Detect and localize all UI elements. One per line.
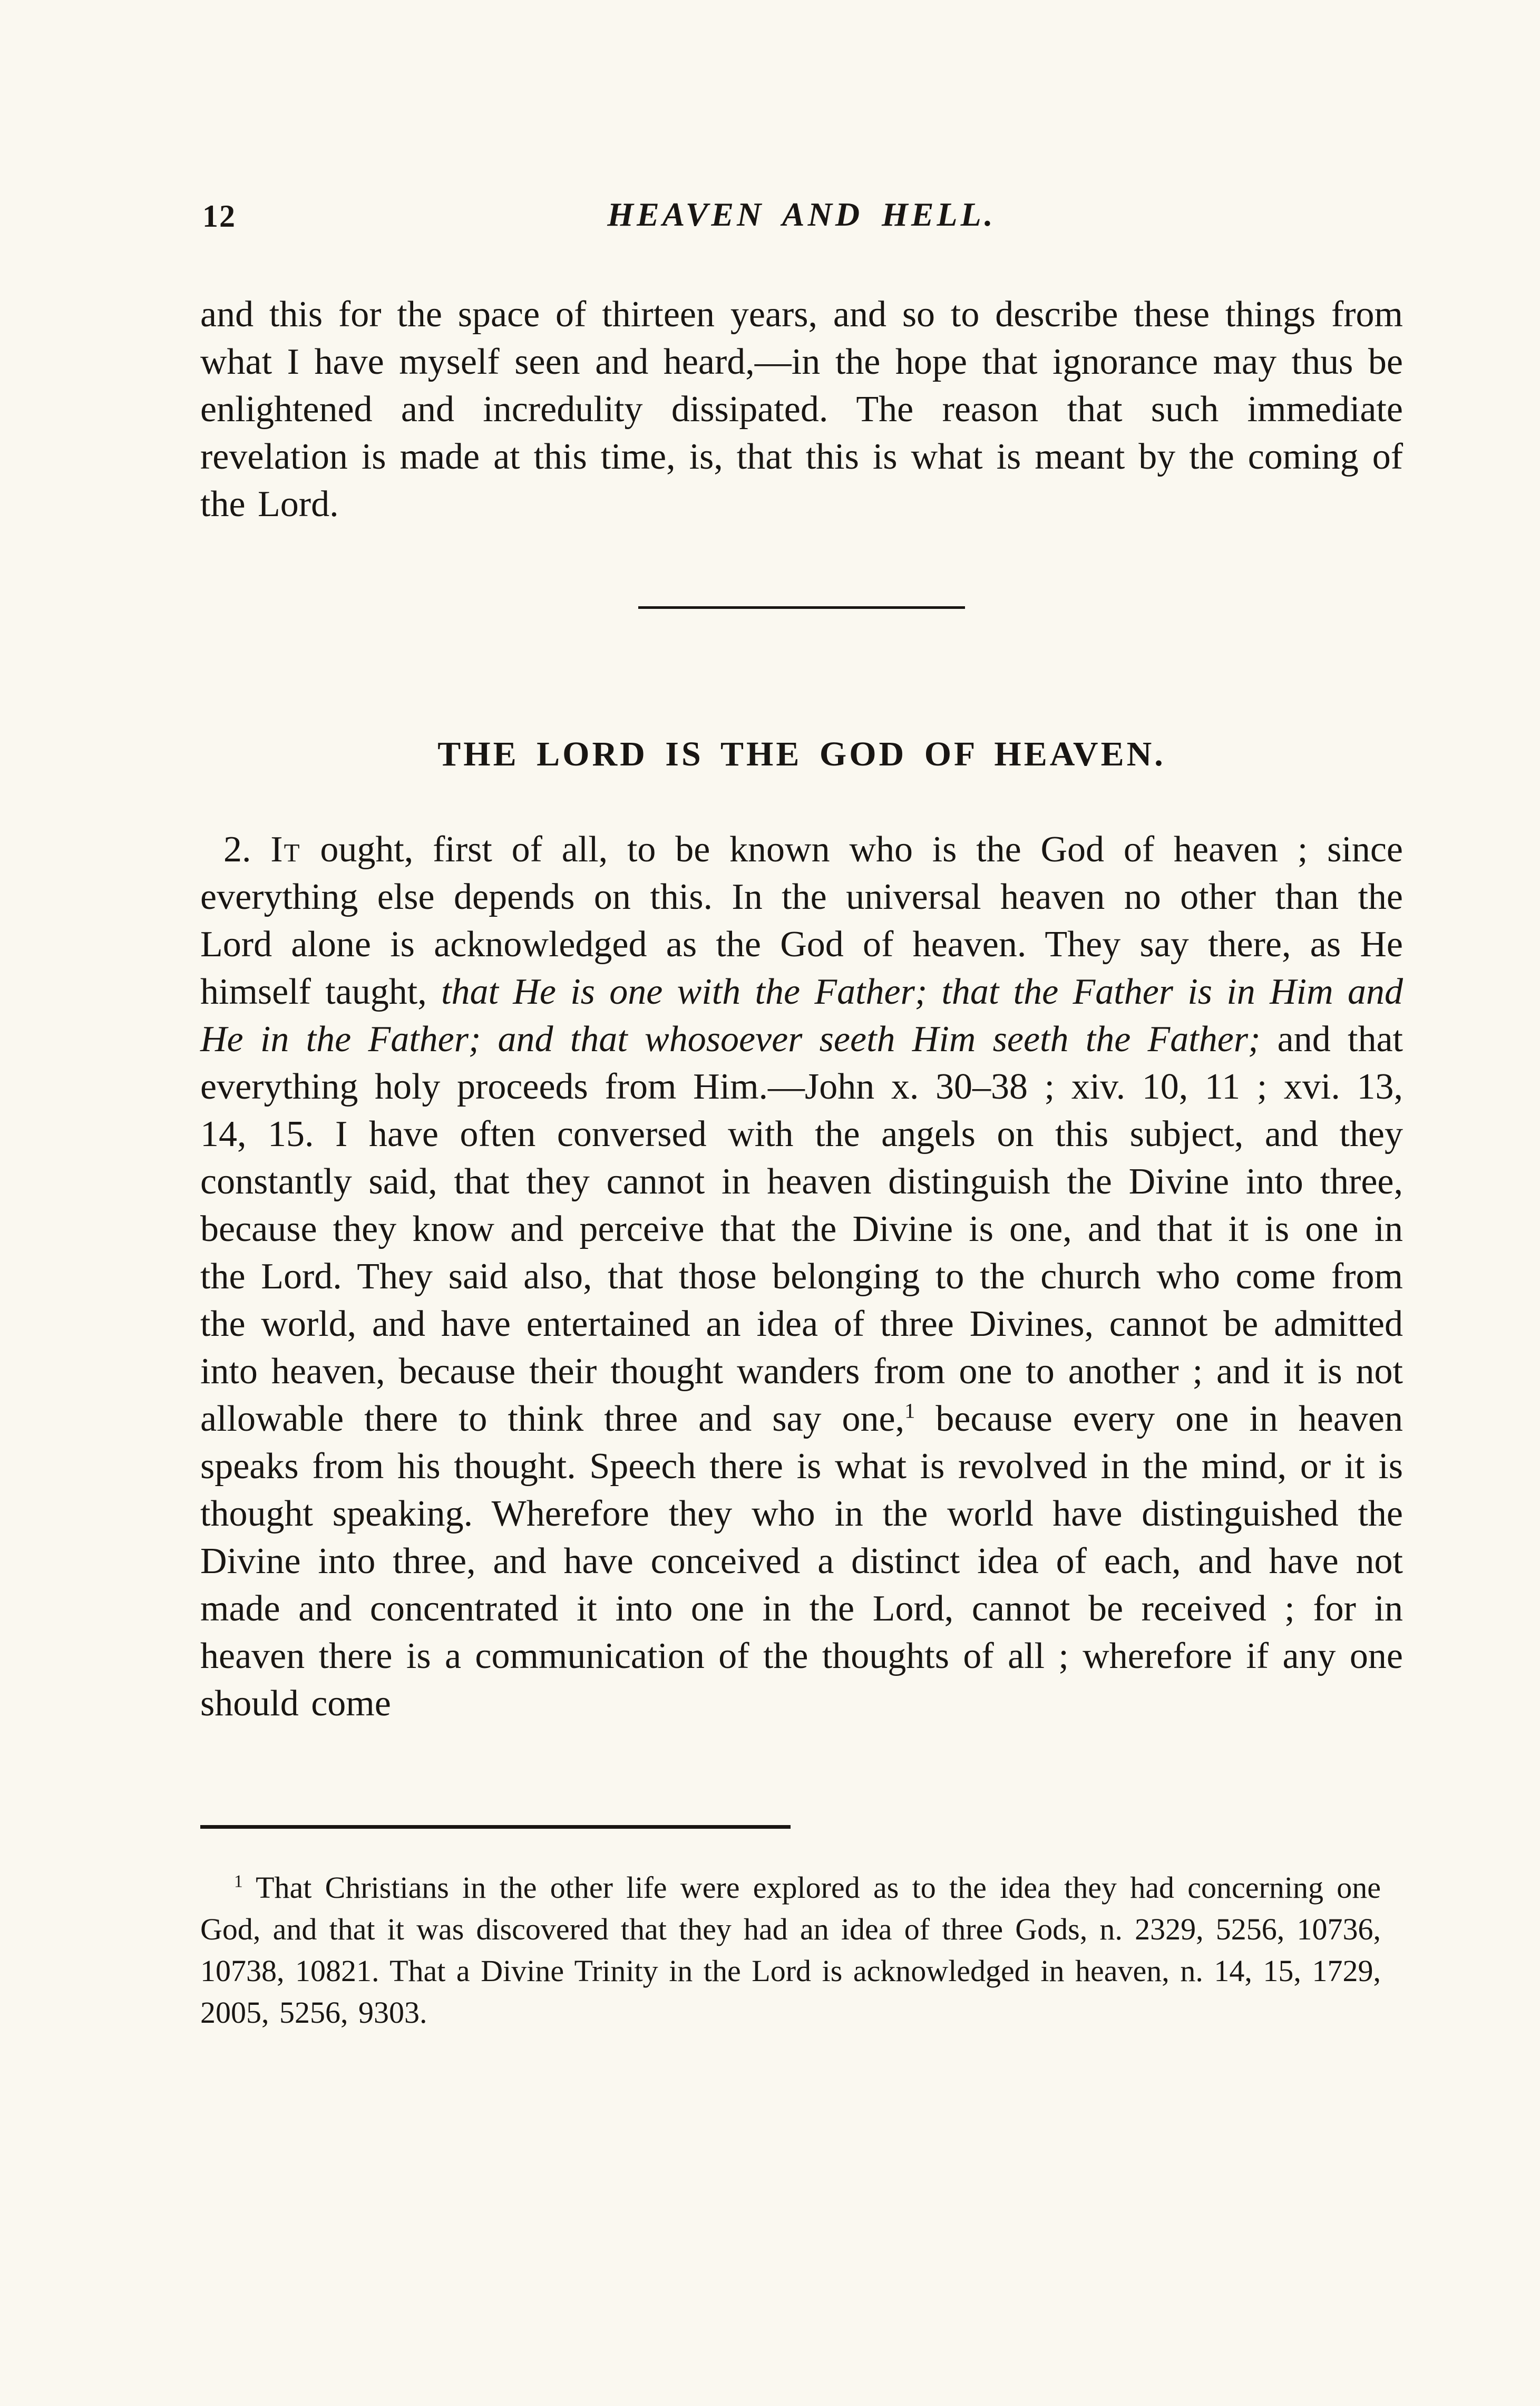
section-paragraph: [200, 826, 1403, 1728]
footnote-divider-rule: [200, 1825, 791, 1829]
text-segment-normal: because every one in heaven speaks from his thought. Speech there is what is revolved in the mind, or it is thought speaking. Wherefore they who in the world have distinguished the Divine into three, and have conceived a distinct idea of each, and have not made and concentrated it into one in the Lord, cannot be received ; for in heaven there is a communication of the thoughts of all ; wherefore if any one should come: [200, 1399, 1403, 1724]
running-head: [200, 195, 1403, 240]
text-segment-normal: That Christians in the other life were explored as to the idea they had concerning one God, and that it was discovered that they had an idea of three Gods, n. 2329, 5256, 10736, 10738, 10821. That a Divine Trinity in the Lord is acknowledged in heaven, n. 14, 15, 1729, 2005, 5256, 9303.: [200, 1870, 1381, 2030]
page-content: [200, 195, 1403, 2033]
text-segment-italic: that He is one with the Father; that the Father is in Him and He in the Father; and that whosoever seeth Him seeth the Father;: [200, 972, 1403, 1060]
section-heading: THE LORD IS THE GOD OF HEAVEN.: [437, 735, 1166, 773]
page-number: 12: [202, 199, 236, 234]
footnote: [200, 1867, 1381, 2033]
text-segment-sup: 1: [904, 1399, 915, 1423]
intro-paragraph: and this for the space of thirteen years, and so to describe these things from what I have myself seen and heard,—in the hope that ignorance may thus be enlightened and incredulity dissipated. The reason that such immediate revelation is made at this time, is, that this is what is meant by the coming of the Lord.: [200, 294, 1403, 525]
text-segment-normal: 2.: [223, 829, 271, 870]
text-segment-smallcaps: It: [270, 829, 301, 870]
section-divider-rule: [638, 606, 965, 609]
running-header-title: HEAVEN AND HELL.: [607, 196, 996, 233]
text-segment-sup: 1: [234, 1871, 243, 1891]
text-segment-normal: ought, first of all, to be known who is the God of heaven ; since everything else depends on this. In the universal heaven no other than the Lord alone is acknowledged as the God of heaven. They say there, as He himself taught,: [200, 829, 1403, 1012]
text-segment-normal: and that everything holy proceeds from Him.—John x. 30–38 ; xiv. 10, 11 ; xvi. 13, 14, 15. I have often conversed with the angels on this subject, and they constantly said, that they cannot in heaven distinguish the Divine into three, because they know and perceive that the Divine is one, and that it is one in the Lord. They said also, that those belonging to the church who come from the world, and have entertained an idea of three Divines, cannot be admitted into heaven, because their thought wanders from one to another ; and it is not allowable there to think three and say one,: [200, 1019, 1403, 1439]
